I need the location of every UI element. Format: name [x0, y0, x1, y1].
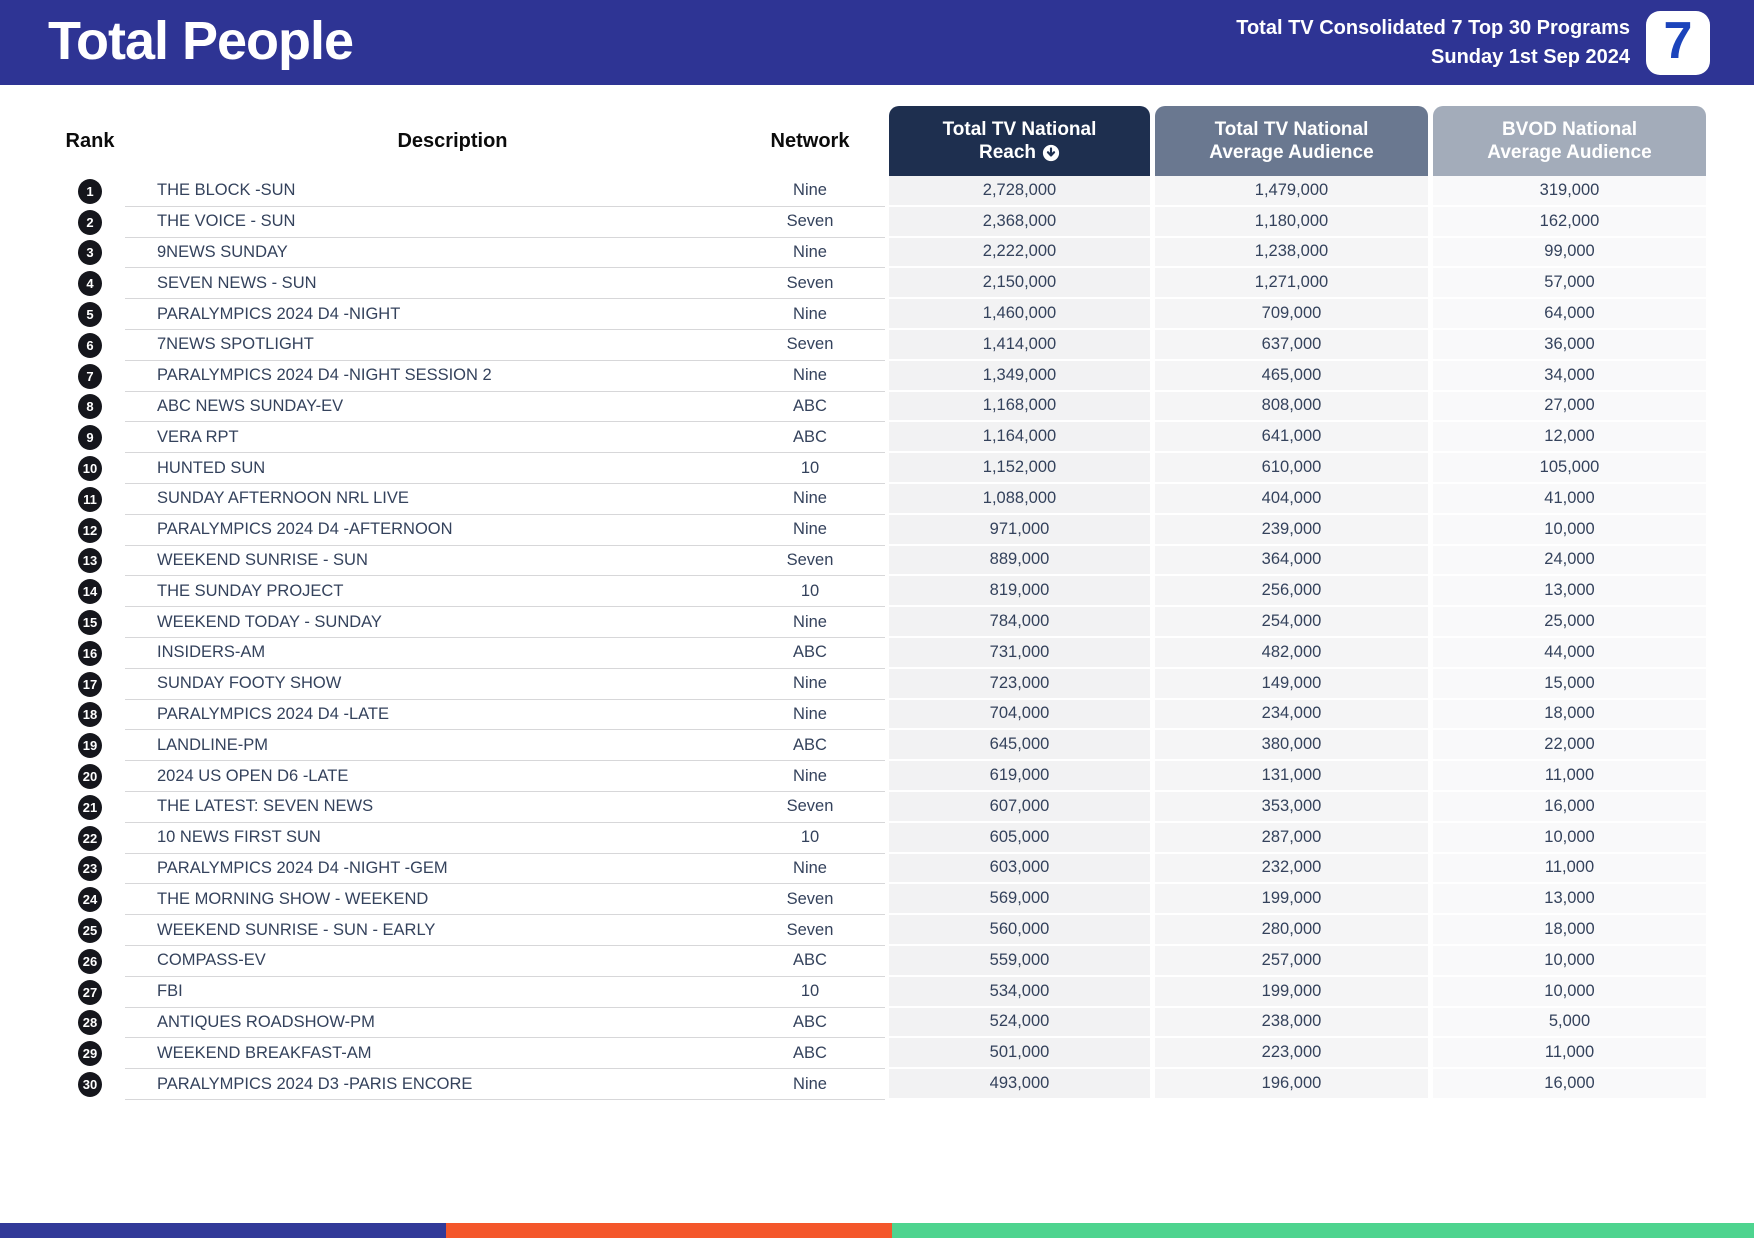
- description-cell: WEEKEND SUNRISE - SUN - EARLY: [125, 915, 735, 946]
- description-cell: THE LATEST: SEVEN NEWS: [125, 792, 735, 823]
- avg-audience-value: 232,000: [1155, 854, 1428, 885]
- rank-cell: [55, 546, 125, 577]
- network-cell: Seven: [735, 207, 885, 238]
- table-row: [55, 453, 1706, 484]
- bvod-value: 10,000: [1433, 946, 1706, 977]
- avg-audience-value: 149,000: [1155, 669, 1428, 700]
- description-cell: COMPASS-EV: [125, 946, 735, 977]
- network-cell: Nine: [735, 607, 885, 638]
- rank-cell: [55, 977, 125, 1008]
- network-cell: Nine: [735, 669, 885, 700]
- network-cell: 10: [735, 977, 885, 1008]
- bvod-value: 10,000: [1433, 977, 1706, 1008]
- rank-cell: [55, 453, 125, 484]
- avg-audience-value: 256,000: [1155, 576, 1428, 607]
- bvod-value: 34,000: [1433, 361, 1706, 392]
- table-body: [55, 176, 1706, 1100]
- description-cell: SEVEN NEWS - SUN: [125, 268, 735, 299]
- rank-cell: [55, 700, 125, 731]
- bvod-value: 18,000: [1433, 700, 1706, 731]
- avg-audience-value: 199,000: [1155, 977, 1428, 1008]
- description-cell: PARALYMPICS 2024 D4 -NIGHT SESSION 2: [125, 361, 735, 392]
- reach-value: 1,088,000: [889, 484, 1150, 515]
- bvod-value: 18,000: [1433, 915, 1706, 946]
- bvod-value: 16,000: [1433, 792, 1706, 823]
- rank-cell: [55, 761, 125, 792]
- network-cell: Nine: [735, 1069, 885, 1100]
- table-row: [55, 207, 1706, 238]
- rank-cell: [55, 792, 125, 823]
- ratings-table: [55, 106, 1706, 1100]
- network-cell: ABC: [735, 1038, 885, 1069]
- table-row: [55, 977, 1706, 1008]
- network-cell: Seven: [735, 792, 885, 823]
- seven-logo-numeral: 7: [1663, 11, 1693, 70]
- description-cell: PARALYMPICS 2024 D4 -NIGHT: [125, 299, 735, 330]
- network-cell: 10: [735, 823, 885, 854]
- reach-value: 559,000: [889, 946, 1150, 977]
- avg-audience-value: 1,479,000: [1155, 176, 1428, 207]
- reach-value: 2,150,000: [889, 268, 1150, 299]
- avg-audience-value: 196,000: [1155, 1069, 1428, 1100]
- avg-audience-value: 482,000: [1155, 638, 1428, 669]
- description-cell: INSIDERS-AM: [125, 638, 735, 669]
- reach-value: 534,000: [889, 977, 1150, 1008]
- bvod-value: 27,000: [1433, 392, 1706, 423]
- table-row: [55, 669, 1706, 700]
- rank-cell: [55, 422, 125, 453]
- network-cell: ABC: [735, 392, 885, 423]
- description-cell: 10 NEWS FIRST SUN: [125, 823, 735, 854]
- description-cell: THE MORNING SHOW - WEEKEND: [125, 884, 735, 915]
- channel-seven-logo: [1646, 11, 1710, 75]
- description-cell: SUNDAY AFTERNOON NRL LIVE: [125, 484, 735, 515]
- report-subtitle-line1: Total TV Consolidated 7 Top 30 Programs: [1236, 16, 1630, 39]
- footer-strip-blue: [0, 1223, 446, 1238]
- avg-audience-value: 353,000: [1155, 792, 1428, 823]
- page-title: Total People: [48, 10, 354, 71]
- bvod-value: 10,000: [1433, 823, 1706, 854]
- bvod-value: 5,000: [1433, 1008, 1706, 1039]
- rank-cell: [55, 330, 125, 361]
- rank-badge: 10: [78, 456, 102, 481]
- table-row: [55, 268, 1706, 299]
- reach-value: 2,368,000: [889, 207, 1150, 238]
- network-cell: Nine: [735, 238, 885, 269]
- bvod-value: 13,000: [1433, 884, 1706, 915]
- network-cell: 10: [735, 453, 885, 484]
- rank-badge: 18: [78, 702, 102, 727]
- network-cell: ABC: [735, 946, 885, 977]
- rank-cell: [55, 361, 125, 392]
- network-cell: 10: [735, 576, 885, 607]
- avg-audience-value: 380,000: [1155, 730, 1428, 761]
- bvod-value: 105,000: [1433, 453, 1706, 484]
- footer-strip-orange: [446, 1223, 892, 1238]
- reach-value: 1,460,000: [889, 299, 1150, 330]
- table-row: [55, 422, 1706, 453]
- rank-cell: [55, 484, 125, 515]
- description-cell: LANDLINE-PM: [125, 730, 735, 761]
- rank-cell: [55, 238, 125, 269]
- rank-badge: 27: [78, 980, 102, 1005]
- rank-badge: 9: [78, 425, 102, 450]
- table-row: [55, 546, 1706, 577]
- description-cell: THE BLOCK -SUN: [125, 176, 735, 207]
- table-row: [55, 515, 1706, 546]
- rank-cell: [55, 638, 125, 669]
- reach-value: 2,728,000: [889, 176, 1150, 207]
- avg-audience-value: 808,000: [1155, 392, 1428, 423]
- rank-cell: [55, 1008, 125, 1039]
- rank-badge: 3: [78, 240, 102, 265]
- table-row: [55, 1038, 1706, 1069]
- network-cell: ABC: [735, 422, 885, 453]
- footer-strip-green: [892, 1223, 1754, 1238]
- network-cell: Seven: [735, 330, 885, 361]
- avg-audience-value: 1,180,000: [1155, 207, 1428, 238]
- rank-badge: 25: [78, 918, 102, 943]
- avg-audience-value: 238,000: [1155, 1008, 1428, 1039]
- report-subtitle: [1236, 14, 1630, 72]
- avg-audience-value: 257,000: [1155, 946, 1428, 977]
- bvod-value: 57,000: [1433, 268, 1706, 299]
- reach-value: 1,164,000: [889, 422, 1150, 453]
- bvod-value: 99,000: [1433, 238, 1706, 269]
- rank-cell: [55, 176, 125, 207]
- reach-value: 645,000: [889, 730, 1150, 761]
- description-cell: PARALYMPICS 2024 D3 -PARIS ENCORE: [125, 1069, 735, 1100]
- bvod-value: 13,000: [1433, 576, 1706, 607]
- table-row: [55, 792, 1706, 823]
- rank-cell: [55, 268, 125, 299]
- table-row: [55, 1008, 1706, 1039]
- bvod-value: 36,000: [1433, 330, 1706, 361]
- description-cell: FBI: [125, 977, 735, 1008]
- reach-value: 731,000: [889, 638, 1150, 669]
- reach-value: 493,000: [889, 1069, 1150, 1100]
- table-row: [55, 638, 1706, 669]
- avg-audience-value: 364,000: [1155, 546, 1428, 577]
- table-row: [55, 823, 1706, 854]
- rank-cell: [55, 299, 125, 330]
- reach-value: 569,000: [889, 884, 1150, 915]
- bvod-value: 162,000: [1433, 207, 1706, 238]
- rank-cell: [55, 1038, 125, 1069]
- banner-right: [1236, 11, 1710, 75]
- description-cell: WEEKEND SUNRISE - SUN: [125, 546, 735, 577]
- reach-value: 560,000: [889, 915, 1150, 946]
- table-row: [55, 299, 1706, 330]
- network-cell: Nine: [735, 484, 885, 515]
- bvod-value: 22,000: [1433, 730, 1706, 761]
- rank-cell: [55, 823, 125, 854]
- network-cell: Nine: [735, 761, 885, 792]
- avg-audience-value: 637,000: [1155, 330, 1428, 361]
- bvod-value: 10,000: [1433, 515, 1706, 546]
- avg-audience-value: 254,000: [1155, 607, 1428, 638]
- avg-audience-value: 1,238,000: [1155, 238, 1428, 269]
- table-row: [55, 946, 1706, 977]
- reach-value: 971,000: [889, 515, 1150, 546]
- rank-badge: 11: [78, 487, 102, 512]
- rank-cell: [55, 607, 125, 638]
- avg-audience-value: 709,000: [1155, 299, 1428, 330]
- avg-audience-value: 131,000: [1155, 761, 1428, 792]
- rank-badge: 7: [78, 364, 102, 389]
- rank-badge: 30: [78, 1072, 102, 1097]
- avg-audience-value: 465,000: [1155, 361, 1428, 392]
- reach-value: 1,414,000: [889, 330, 1150, 361]
- rank-badge: 17: [78, 672, 102, 697]
- column-header-total-tv-avg-audience: Total TV National Average Audience: [1155, 106, 1428, 176]
- avg-audience-value: 239,000: [1155, 515, 1428, 546]
- bvod-value: 44,000: [1433, 638, 1706, 669]
- table-header-row: [55, 106, 1706, 176]
- description-cell: WEEKEND TODAY - SUNDAY: [125, 607, 735, 638]
- arrow-down-circle-icon: [1042, 144, 1060, 162]
- network-cell: ABC: [735, 730, 885, 761]
- avg-audience-value: 610,000: [1155, 453, 1428, 484]
- reach-value: 619,000: [889, 761, 1150, 792]
- rank-badge: 1: [78, 179, 102, 204]
- reach-value: 784,000: [889, 607, 1150, 638]
- rank-badge: 19: [78, 733, 102, 758]
- rank-badge: 2: [78, 210, 102, 235]
- reach-value: 819,000: [889, 576, 1150, 607]
- table-row: [55, 176, 1706, 207]
- rank-badge: 21: [78, 795, 102, 820]
- avg-audience-value: 287,000: [1155, 823, 1428, 854]
- network-cell: Nine: [735, 854, 885, 885]
- description-cell: VERA RPT: [125, 422, 735, 453]
- footer-color-strip: [0, 1223, 1754, 1238]
- top-banner: [0, 0, 1754, 85]
- table-row: [55, 607, 1706, 638]
- network-cell: ABC: [735, 638, 885, 669]
- rank-badge: 5: [78, 302, 102, 327]
- bvod-value: 11,000: [1433, 1038, 1706, 1069]
- rank-cell: [55, 1069, 125, 1100]
- network-cell: Nine: [735, 176, 885, 207]
- description-cell: SUNDAY FOOTY SHOW: [125, 669, 735, 700]
- bvod-value: 24,000: [1433, 546, 1706, 577]
- avg-audience-value: 280,000: [1155, 915, 1428, 946]
- description-cell: THE VOICE - SUN: [125, 207, 735, 238]
- reach-value: 1,349,000: [889, 361, 1150, 392]
- rank-cell: [55, 576, 125, 607]
- rank-badge: 26: [78, 949, 102, 974]
- column-header-network: Network: [770, 129, 850, 152]
- rank-badge: 6: [78, 333, 102, 358]
- description-cell: PARALYMPICS 2024 D4 -LATE: [125, 700, 735, 731]
- network-cell: Nine: [735, 299, 885, 330]
- bvod-value: 16,000: [1433, 1069, 1706, 1100]
- table-row: [55, 761, 1706, 792]
- description-cell: 2024 US OPEN D6 -LATE: [125, 761, 735, 792]
- rank-badge: 24: [78, 887, 102, 912]
- network-cell: Seven: [735, 546, 885, 577]
- rank-badge: 23: [78, 856, 102, 881]
- bvod-value: 41,000: [1433, 484, 1706, 515]
- reach-value: 723,000: [889, 669, 1150, 700]
- avg-audience-value: 223,000: [1155, 1038, 1428, 1069]
- bvod-value: 15,000: [1433, 669, 1706, 700]
- rank-badge: 13: [78, 548, 102, 573]
- column-header-bvod-avg-audience: BVOD National Average Audience: [1433, 106, 1706, 176]
- table-row: [55, 730, 1706, 761]
- rank-badge: 15: [78, 610, 102, 635]
- bvod-value: 319,000: [1433, 176, 1706, 207]
- table-row: [55, 884, 1706, 915]
- avg-audience-value: 1,271,000: [1155, 268, 1428, 299]
- avg-audience-value: 404,000: [1155, 484, 1428, 515]
- rank-cell: [55, 207, 125, 238]
- reach-value: 2,222,000: [889, 238, 1150, 269]
- table-row: [55, 484, 1706, 515]
- table-row: [55, 238, 1706, 269]
- table-row: [55, 854, 1706, 885]
- column-header-description: Description: [397, 129, 508, 152]
- table-row: [55, 361, 1706, 392]
- rank-badge: 8: [78, 394, 102, 419]
- bvod-value: 11,000: [1433, 854, 1706, 885]
- rank-cell: [55, 915, 125, 946]
- table-row: [55, 915, 1706, 946]
- avg-audience-value: 641,000: [1155, 422, 1428, 453]
- reach-value: 607,000: [889, 792, 1150, 823]
- description-cell: HUNTED SUN: [125, 453, 735, 484]
- rank-badge: 28: [78, 1010, 102, 1035]
- description-cell: ANTIQUES ROADSHOW-PM: [125, 1008, 735, 1039]
- network-cell: Seven: [735, 268, 885, 299]
- reach-value: 704,000: [889, 700, 1150, 731]
- rank-cell: [55, 392, 125, 423]
- description-cell: 9NEWS SUNDAY: [125, 238, 735, 269]
- rank-badge: 12: [78, 518, 102, 543]
- reach-value: 889,000: [889, 546, 1150, 577]
- reach-value: 524,000: [889, 1008, 1150, 1039]
- description-cell: ABC NEWS SUNDAY-EV: [125, 392, 735, 423]
- network-cell: Seven: [735, 915, 885, 946]
- network-cell: ABC: [735, 1008, 885, 1039]
- network-cell: Nine: [735, 515, 885, 546]
- reach-value: 605,000: [889, 823, 1150, 854]
- rank-cell: [55, 669, 125, 700]
- rank-badge: 14: [78, 579, 102, 604]
- description-cell: PARALYMPICS 2024 D4 -NIGHT -GEM: [125, 854, 735, 885]
- reach-value: 501,000: [889, 1038, 1150, 1069]
- description-cell: PARALYMPICS 2024 D4 -AFTERNOON: [125, 515, 735, 546]
- description-cell: 7NEWS SPOTLIGHT: [125, 330, 735, 361]
- avg-audience-value: 234,000: [1155, 700, 1428, 731]
- column-header-total-tv-reach[interactable]: Total TV National Reach: [889, 106, 1150, 176]
- rank-cell: [55, 854, 125, 885]
- rank-badge: 22: [78, 826, 102, 851]
- report-subtitle-line2: Sunday 1st Sep 2024: [1431, 45, 1630, 68]
- bvod-value: 25,000: [1433, 607, 1706, 638]
- bvod-value: 12,000: [1433, 422, 1706, 453]
- description-cell: THE SUNDAY PROJECT: [125, 576, 735, 607]
- table-row: [55, 330, 1706, 361]
- column-header-rank: Rank: [65, 129, 115, 152]
- rank-cell: [55, 730, 125, 761]
- table-row: [55, 1069, 1706, 1100]
- table-row: [55, 392, 1706, 423]
- reach-value: 1,152,000: [889, 453, 1150, 484]
- rank-cell: [55, 884, 125, 915]
- rank-badge: 29: [78, 1041, 102, 1066]
- reach-value: 1,168,000: [889, 392, 1150, 423]
- network-cell: Nine: [735, 361, 885, 392]
- network-cell: Nine: [735, 700, 885, 731]
- network-cell: Seven: [735, 884, 885, 915]
- reach-value: 603,000: [889, 854, 1150, 885]
- rank-badge: 16: [78, 641, 102, 666]
- rank-cell: [55, 515, 125, 546]
- table-row: [55, 700, 1706, 731]
- rank-cell: [55, 946, 125, 977]
- bvod-value: 64,000: [1433, 299, 1706, 330]
- bvod-value: 11,000: [1433, 761, 1706, 792]
- rank-badge: 20: [78, 764, 102, 789]
- rank-badge: 4: [78, 271, 102, 296]
- table-row: [55, 576, 1706, 607]
- description-cell: WEEKEND BREAKFAST-AM: [125, 1038, 735, 1069]
- avg-audience-value: 199,000: [1155, 884, 1428, 915]
